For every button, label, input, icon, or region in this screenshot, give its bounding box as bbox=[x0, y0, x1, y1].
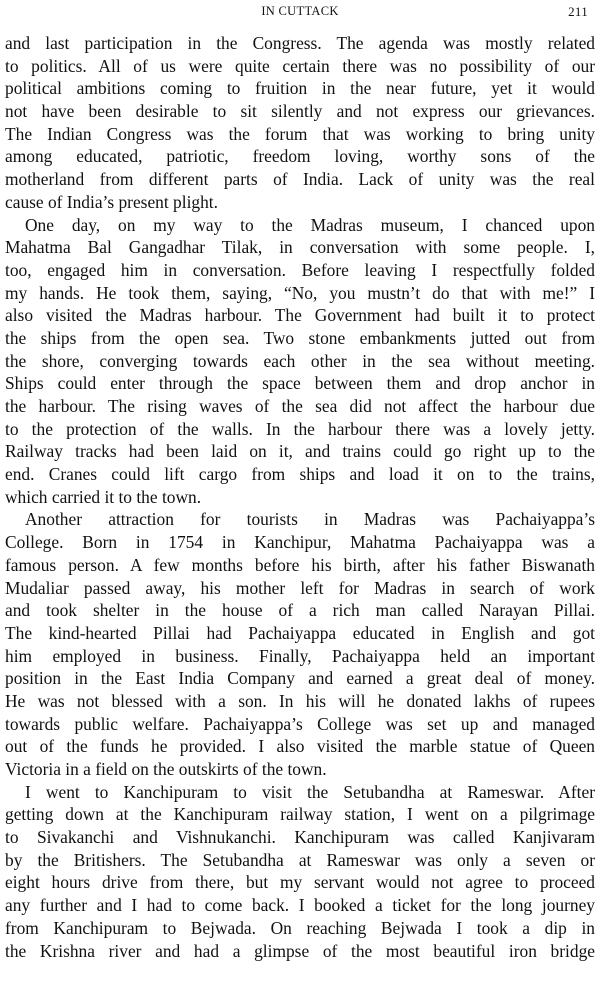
text-line: any further and I had to come back. I booked a ticket for the long journey bbox=[5, 895, 595, 916]
text-line: and took shelter in the house of a rich man called Narayan Pillai. bbox=[5, 600, 595, 621]
text-line: to politics. All of us were quite certain there was no possibility of our bbox=[5, 55, 595, 76]
text-line: the harbour. The rising waves of the sea did not affect the harbour due bbox=[5, 396, 595, 416]
text-line: from Kanchipuram to Bejwada. On reaching Bejwada I took a dip in bbox=[5, 917, 595, 938]
running-header bbox=[0, 4, 600, 22]
text-line: eight hours drive from there, but my servant would not agree to proceed bbox=[5, 872, 595, 893]
running-title: IN CUTTACK bbox=[261, 4, 339, 18]
text-line: the Krishna river and had a glimpse of the most beautiful iron bridge bbox=[5, 940, 595, 961]
paragraph bbox=[5, 781, 595, 963]
text-line: which carried it to the town. bbox=[5, 486, 202, 507]
text-line: Victoria in a field on the outskirts of the town. bbox=[5, 759, 327, 779]
page-number: 211 bbox=[568, 4, 588, 19]
text-line: Another attraction for tourists in Madras was Pachaiyappa’s bbox=[25, 509, 595, 530]
text-line: Mudaliar passed away, his mother left for Madras in search of work bbox=[5, 577, 595, 598]
text-line: College. Born in 1754 in Kanchipur, Mahatma Pachaiyappa was a bbox=[5, 532, 595, 553]
text-line: Mahatma Bal Gangadhar Tilak, in conversation with some people. I, bbox=[5, 237, 595, 258]
text-line: him employed in business. Finally, Pachaiyappa held an important bbox=[5, 645, 595, 666]
paragraph bbox=[5, 508, 595, 780]
text-line: position in the East India Company and earned a great deal of money. bbox=[5, 668, 595, 689]
text-line: towards public welfare. Pachaiyappa’s College was set up and managed bbox=[5, 713, 595, 734]
text-line: The kind-hearted Pillai had Pachaiyappa educated in English and got bbox=[5, 622, 595, 643]
text-line: out of the funds he provided. I also visited the marble statue of Queen bbox=[5, 736, 595, 757]
text-line: political ambitions coming to fruition in the near future, yet it would bbox=[5, 78, 595, 99]
text-line: the shore, converging towards each other in the sea without meeting. bbox=[5, 350, 595, 371]
text-line: to Sivakanchi and Vishnukanchi. Kanchipuram was called Kanjivaram bbox=[5, 827, 595, 848]
paragraph bbox=[5, 214, 595, 509]
text-line: One day, on my way to the Madras museum, I chanced upon bbox=[25, 214, 595, 235]
paragraph bbox=[5, 32, 595, 214]
text-line: getting down at the Kanchipuram railway station, I went on a pilgrimage bbox=[5, 804, 595, 825]
text-line: cause of India’s present plight. bbox=[5, 191, 218, 212]
body-text bbox=[5, 32, 595, 962]
text-line: and last participation in the Congress. The agenda was mostly related bbox=[5, 33, 595, 53]
text-line: my hands. He took them, saying, “No, you mustn’t do that with me!” I bbox=[5, 282, 595, 303]
text-line: also visited the Madras harbour. The Government had built it to protect bbox=[5, 305, 595, 326]
text-line: not have been desirable to sit silently and not express our grievances. bbox=[5, 101, 595, 122]
text-line: to the protection of the walls. In the harbour there was a lovely jetty. bbox=[5, 418, 595, 439]
text-line: He was not blessed with a son. In his will he donated lakhs of rupees bbox=[5, 690, 595, 711]
text-line: Ships could enter through the space between them and drop anchor in bbox=[5, 373, 595, 394]
text-line: The Indian Congress was the forum that was working to bring unity bbox=[5, 123, 595, 144]
text-line: motherland from different parts of India. Lack of unity was the real bbox=[5, 169, 595, 190]
text-line: by the Britishers. The Setubandha at Rameswar was only a seven or bbox=[5, 849, 595, 870]
text-line: the ships from the open sea. Two stone embankments jutted out from bbox=[5, 327, 595, 348]
text-line: among educated, patriotic, freedom loving, worthy sons of the bbox=[5, 146, 595, 167]
text-line: end. Cranes could lift cargo from ships and load it on to the trains, bbox=[5, 464, 595, 485]
text-line: too, engaged him in conversation. Before leaving I respectfully folded bbox=[5, 259, 595, 280]
text-line: Railway tracks had been laid on it, and trains could go right up to the bbox=[5, 441, 595, 462]
text-line: I went to Kanchipuram to visit the Setubandha at Rameswar. After bbox=[25, 781, 595, 802]
text-line: famous person. A few months before his birth, after his father Biswanath bbox=[5, 554, 595, 575]
